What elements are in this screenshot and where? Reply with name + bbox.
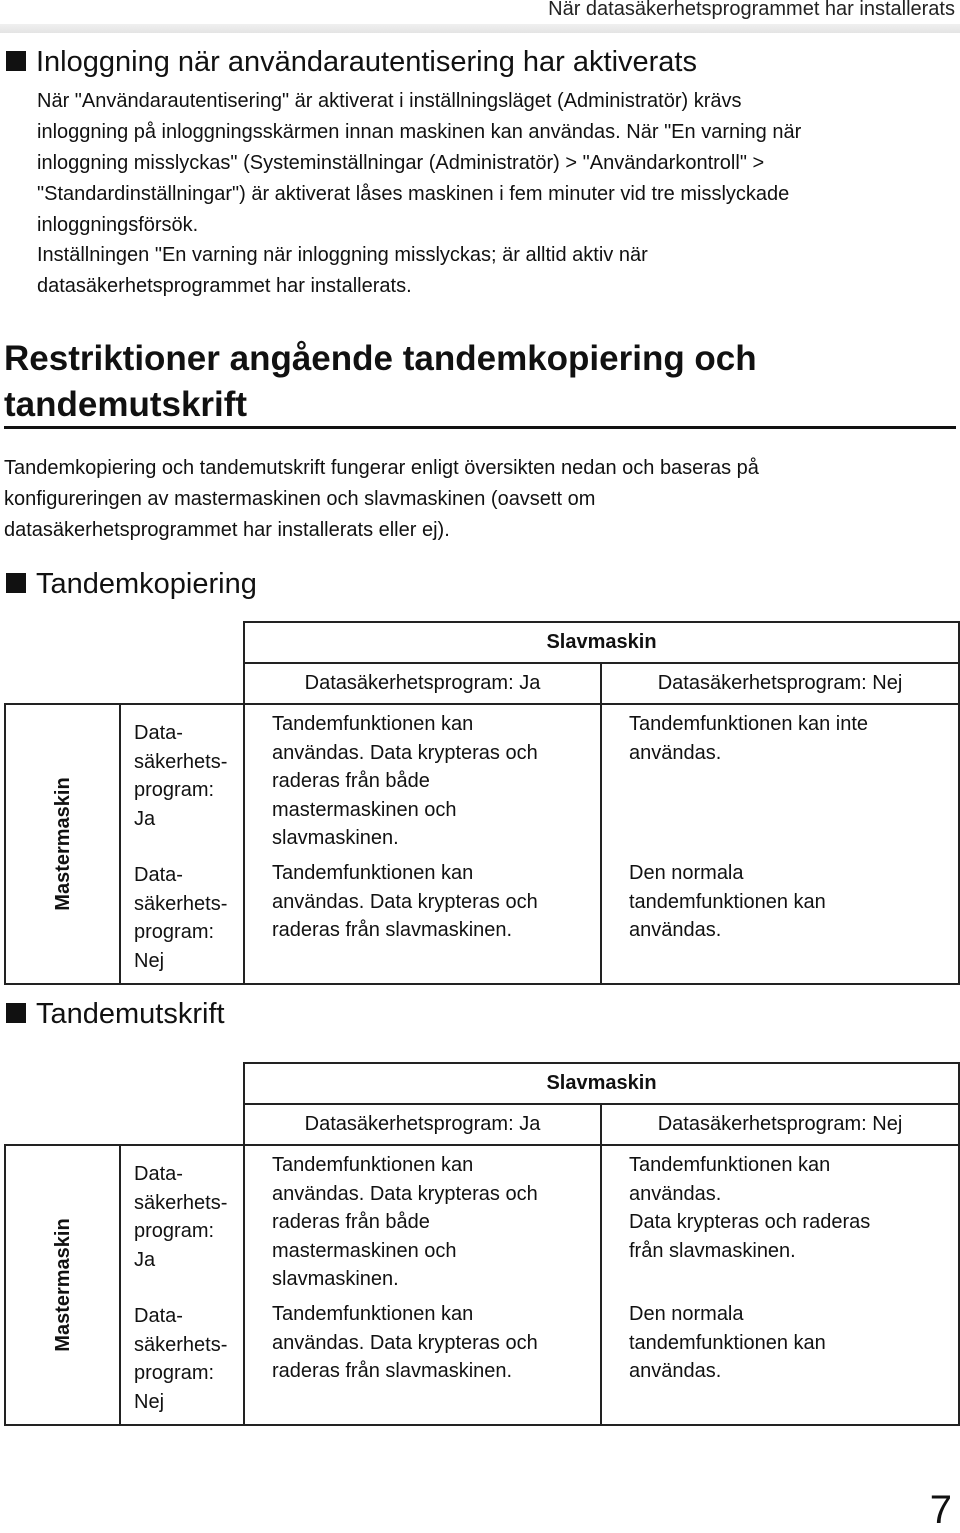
label-line: Data-: [134, 722, 183, 744]
cell-line: mastermaskinen och: [272, 1239, 457, 1262]
text-line: inloggning misslyckas" (Systeminställningar (Administratör) > "Användarkontroll" >: [37, 152, 765, 174]
cell-line: användas.: [629, 741, 722, 764]
cell-line: Tandemfunktionen kan: [272, 862, 474, 884]
cell-line: Tandemfunktionen kan inte: [629, 713, 869, 735]
blank-corner: [5, 622, 244, 663]
tandem-copy-title: [6, 568, 257, 601]
cell-line: mastermaskinen och: [272, 798, 457, 821]
label-line: säkerhets-: [134, 1191, 228, 1214]
text-line: konfigureringen av mastermaskinen och slavmaskinen (oavsett om: [4, 488, 596, 510]
square-bullet-icon: [6, 573, 26, 593]
label-line: Ja: [134, 807, 156, 830]
label-line: Nej: [134, 949, 165, 972]
label-line: Data-: [134, 1163, 183, 1185]
column-header-yes: Datasäkerhetsprogram: Ja: [244, 663, 601, 704]
row-label-no: [120, 1298, 244, 1425]
label-line: Data-: [134, 1305, 183, 1327]
blank-corner: [5, 663, 244, 704]
cell-line: användas.: [629, 919, 722, 941]
square-bullet-icon: [6, 51, 26, 71]
running-head: När datasäkerhetsprogrammet har installerats: [548, 0, 955, 20]
cell-line: Den normala: [629, 1303, 744, 1325]
cell-line: användas. Data krypteras och: [272, 1182, 538, 1205]
cell-yes-yes: [244, 1145, 601, 1298]
tandem-print-title-text: Tandemutskrift: [36, 998, 225, 1030]
text-line: inloggningsförsök.: [37, 214, 199, 236]
cell-line: Den normala: [629, 862, 744, 884]
cell-line: slavmaskinen.: [272, 1268, 399, 1290]
master-label: Mastermaskin: [51, 777, 74, 911]
restrictions-heading: [4, 336, 904, 428]
slave-header: Slavmaskin: [244, 1063, 959, 1104]
text-line: Tandemkopiering och tandemutskrift fungerar enligt översikten nedan och baseras på: [4, 457, 759, 479]
heading-line: tandemutskrift: [4, 385, 248, 424]
master-label: Mastermaskin: [51, 1218, 74, 1352]
cell-line: användas.: [629, 1182, 722, 1205]
text-line: "Standardinställningar") är aktiverat låses maskinen i fem minuter vid tre misslyckade: [37, 183, 790, 205]
cell-line: Tandemfunktionen kan: [272, 1154, 474, 1176]
cell-line: raderas från slavmaskinen.: [272, 1360, 513, 1382]
tandem-print-table: [4, 1062, 960, 1426]
label-line: program:: [134, 921, 215, 943]
login-paragraph-2: [37, 240, 648, 302]
row-label-yes: [120, 1145, 244, 1298]
cell-line: användas. Data krypteras och: [272, 890, 538, 913]
tandem-copy-table: [4, 621, 960, 985]
cell-line: användas. Data krypteras och: [272, 1331, 538, 1354]
cell-no-yes: [244, 1298, 601, 1425]
text-line: När "Användarautentisering" är aktiverat i inställningsläget (Administratör) krävs: [37, 90, 742, 112]
cell-line: raderas från både: [272, 1211, 430, 1233]
restrictions-intro: [4, 453, 759, 546]
cell-line: tandemfunktionen kan: [629, 1331, 826, 1354]
text-line: inloggning på inloggningsskärmen innan maskinen kan användas. När "En varning när: [37, 121, 802, 143]
cell-line: Data krypteras och raderas: [629, 1211, 871, 1233]
cell-line: raderas från både: [272, 770, 430, 792]
heading-rule: [4, 426, 956, 429]
label-line: säkerhets-: [134, 1333, 228, 1356]
row-label-yes: [120, 704, 244, 857]
cell-line: raderas från slavmaskinen.: [272, 919, 513, 941]
tandem-print-title: [6, 998, 225, 1031]
login-section-title: [6, 46, 697, 79]
label-line: Ja: [134, 1248, 156, 1271]
header-shade: [0, 24, 960, 33]
cell-no-no: [601, 857, 959, 984]
tandem-copy-title-text: Tandemkopiering: [36, 568, 257, 600]
login-paragraph-1: [37, 86, 801, 241]
text-line: datasäkerhetsprogrammet har installerats eller ej).: [4, 519, 450, 541]
blank-corner: [5, 1063, 244, 1104]
cell-no-yes: [244, 857, 601, 984]
page-number: 7: [929, 1488, 952, 1532]
label-line: säkerhets-: [134, 750, 228, 773]
blank-corner: [5, 1104, 244, 1145]
cell-line: Tandemfunktionen kan: [629, 1154, 831, 1176]
cell-yes-yes: [244, 704, 601, 857]
column-header-no: Datasäkerhetsprogram: Nej: [601, 663, 959, 704]
row-label-no: [120, 857, 244, 984]
label-line: Nej: [134, 1390, 165, 1413]
label-line: program:: [134, 1362, 215, 1384]
cell-yes-no: [601, 1145, 959, 1298]
cell-yes-no: [601, 704, 959, 857]
slave-header: Slavmaskin: [244, 622, 959, 663]
cell-line: slavmaskinen.: [272, 827, 399, 849]
label-line: Data-: [134, 864, 183, 886]
square-bullet-icon: [6, 1003, 26, 1023]
cell-line: från slavmaskinen.: [629, 1239, 796, 1262]
master-label-cell: [5, 704, 120, 984]
text-line: Inställningen "En varning när inloggning misslyckas; är alltid aktiv när: [37, 244, 648, 266]
column-header-no: Datasäkerhetsprogram: Nej: [601, 1104, 959, 1145]
label-line: program:: [134, 779, 215, 801]
cell-line: tandemfunktionen kan: [629, 890, 826, 913]
cell-line: användas. Data krypteras och: [272, 741, 538, 764]
cell-line: Tandemfunktionen kan: [272, 713, 474, 735]
text-line: datasäkerhetsprogrammet har installerats.: [37, 275, 412, 297]
cell-line: användas.: [629, 1360, 722, 1382]
master-label-cell: [5, 1145, 120, 1425]
label-line: program:: [134, 1220, 215, 1242]
cell-line: Tandemfunktionen kan: [272, 1303, 474, 1325]
header-band: [0, 0, 960, 33]
column-header-yes: Datasäkerhetsprogram: Ja: [244, 1104, 601, 1145]
label-line: säkerhets-: [134, 892, 228, 915]
heading-line: Restriktioner angående tandemkopiering och: [4, 339, 757, 378]
cell-no-no: [601, 1298, 959, 1425]
login-title-text: Inloggning när användarautentisering har aktiverats: [36, 46, 697, 78]
